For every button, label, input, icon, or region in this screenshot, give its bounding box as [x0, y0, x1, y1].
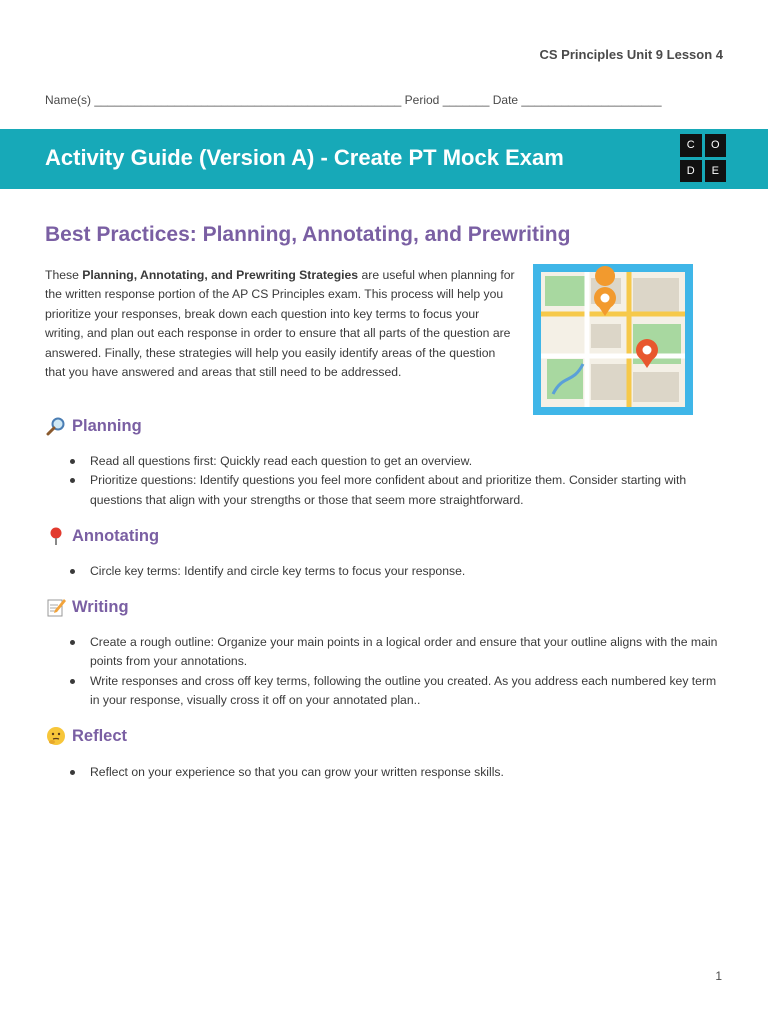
memo-icon: [45, 597, 67, 617]
logo-letter-d: D: [680, 160, 702, 183]
reflect-heading: [45, 726, 127, 746]
writing-title: Writing: [72, 597, 129, 616]
intro-post: are useful when planning for the written response portion of the AP CS Principles exam. This process will help you prioritize your responses, break down each question into key terms to focus your writing, and plan out each response in order to ensure that all parts of the question are answered. Finally, these strategies will help you easily identify areas of the question that you have answered and areas that still need to be addressed.: [45, 268, 515, 380]
reflect-title: Reflect: [72, 726, 128, 745]
writing-list: [68, 633, 728, 711]
intro-paragraph: [45, 266, 515, 382]
planning-list: [68, 452, 728, 510]
map-illustration: [533, 264, 693, 415]
list-item: Write responses and cross off key terms, following the outline you created. As you address each numbered key term in your response, visually cross it off on your annotated plan..: [68, 672, 728, 711]
title-banner: [0, 129, 768, 189]
logo-letter-e: E: [705, 160, 727, 183]
list-item: Reflect on your experience so that you can grow your written response skills.: [68, 763, 728, 782]
planning-title: Planning: [72, 416, 142, 435]
page-number: 1: [715, 969, 722, 983]
logo-letter-o: O: [705, 134, 727, 157]
annotating-list: [68, 562, 728, 581]
planning-heading: [45, 416, 142, 436]
intro-bold: Planning, Annotating, and Prewriting Strategies: [82, 268, 359, 282]
map-svg: [533, 264, 693, 415]
intro-pre: These: [45, 268, 83, 282]
course-lesson-label: CS Principles Unit 9 Lesson 4: [539, 47, 723, 62]
magnifying-glass-icon: [45, 416, 67, 436]
name-period-date-line: Name(s) ______________________________________________ Period _______ Date _____________________: [45, 93, 662, 107]
annotating-title: Annotating: [72, 526, 160, 545]
code-logo: [680, 134, 726, 182]
reflect-list: [68, 763, 728, 782]
section-title: Best Practices: Planning, Annotating, and Prewriting: [45, 223, 571, 246]
writing-heading: [45, 597, 129, 617]
pushpin-icon: [45, 526, 67, 546]
list-item: Circle key terms: Identify and circle key terms to focus your response.: [68, 562, 728, 581]
logo-letter-c: C: [680, 134, 702, 157]
annotating-heading: [45, 526, 159, 546]
list-item: Create a rough outline: Organize your main points in a logical order and ensure that your outline aligns with the main points from your annotations.: [68, 633, 728, 672]
list-item: Read all questions first: Quickly read each question to get an overview.: [68, 452, 728, 471]
thinking-face-icon: [45, 726, 67, 746]
banner-title: Activity Guide (Version A) - Create PT Mock Exam: [45, 145, 564, 170]
list-item: Prioritize questions: Identify questions you feel more confident about and prioritize them. Consider starting with questions that align with your strengths or those that seem more straightforward.: [68, 471, 728, 510]
